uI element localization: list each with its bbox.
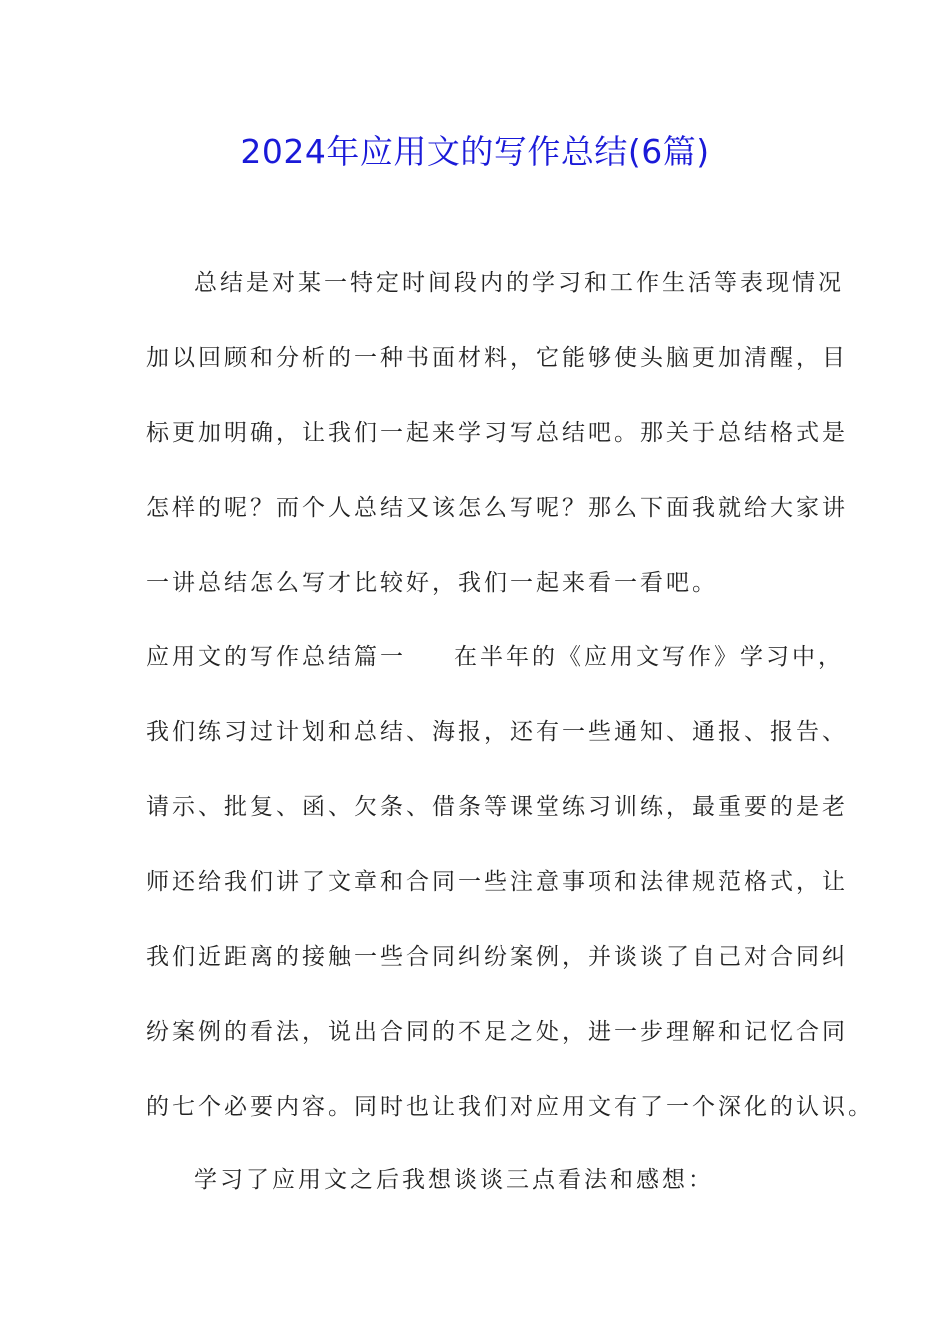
chapter-line: 请示、批复、函、欠条、借条等课堂练习训练，最重要的是老 <box>146 794 848 820</box>
chapter-line: 师还给我们讲了文章和合同一些注意事项和法律规范格式，让 <box>146 869 848 895</box>
intro-line: 怎样的呢？而个人总结又该怎么写呢？那么下面我就给大家讲 <box>146 495 848 521</box>
intro-paragraph <box>146 246 848 621</box>
chapter-line: 我们练习过计划和总结、海报，还有一些通知、通报、报告、 <box>146 719 848 745</box>
intro-line: 标更加明确，让我们一起来学习写总结吧。那关于总结格式是 <box>146 420 848 446</box>
intro-line: 一讲总结怎么写才比较好，我们一起来看一看吧。 <box>146 570 718 596</box>
views-paragraph <box>146 1143 806 1218</box>
chapter-first-line-text: 在半年的《应用文写作》学习中， <box>454 644 844 670</box>
intro-line: 加以回顾和分析的一种书面材料，它能够使头脑更加清醒，目 <box>146 345 848 371</box>
chapter-one-paragraph <box>146 620 874 1145</box>
chapter-line: 纷案例的看法，说出合同的不足之处，进一步理解和记忆合同 <box>146 1019 848 1045</box>
views-line: 学习了应用文之后我想谈谈三点看法和感想： <box>194 1167 714 1193</box>
chapter-line: 我们近距离的接触一些合同纠纷案例，并谈谈了自己对合同纠 <box>146 944 848 970</box>
chapter-first-line <box>146 620 844 695</box>
document-title: 2024年应用文的写作总结(6篇) <box>240 132 710 171</box>
chapter-line: 的七个必要内容。同时也让我们对应用文有了一个深化的认识。 <box>146 1094 874 1120</box>
chapter-heading: 应用文的写作总结篇一 <box>146 644 406 670</box>
intro-line: 总结是对某一特定时间段内的学习和工作生活等表现情况 <box>194 270 844 296</box>
